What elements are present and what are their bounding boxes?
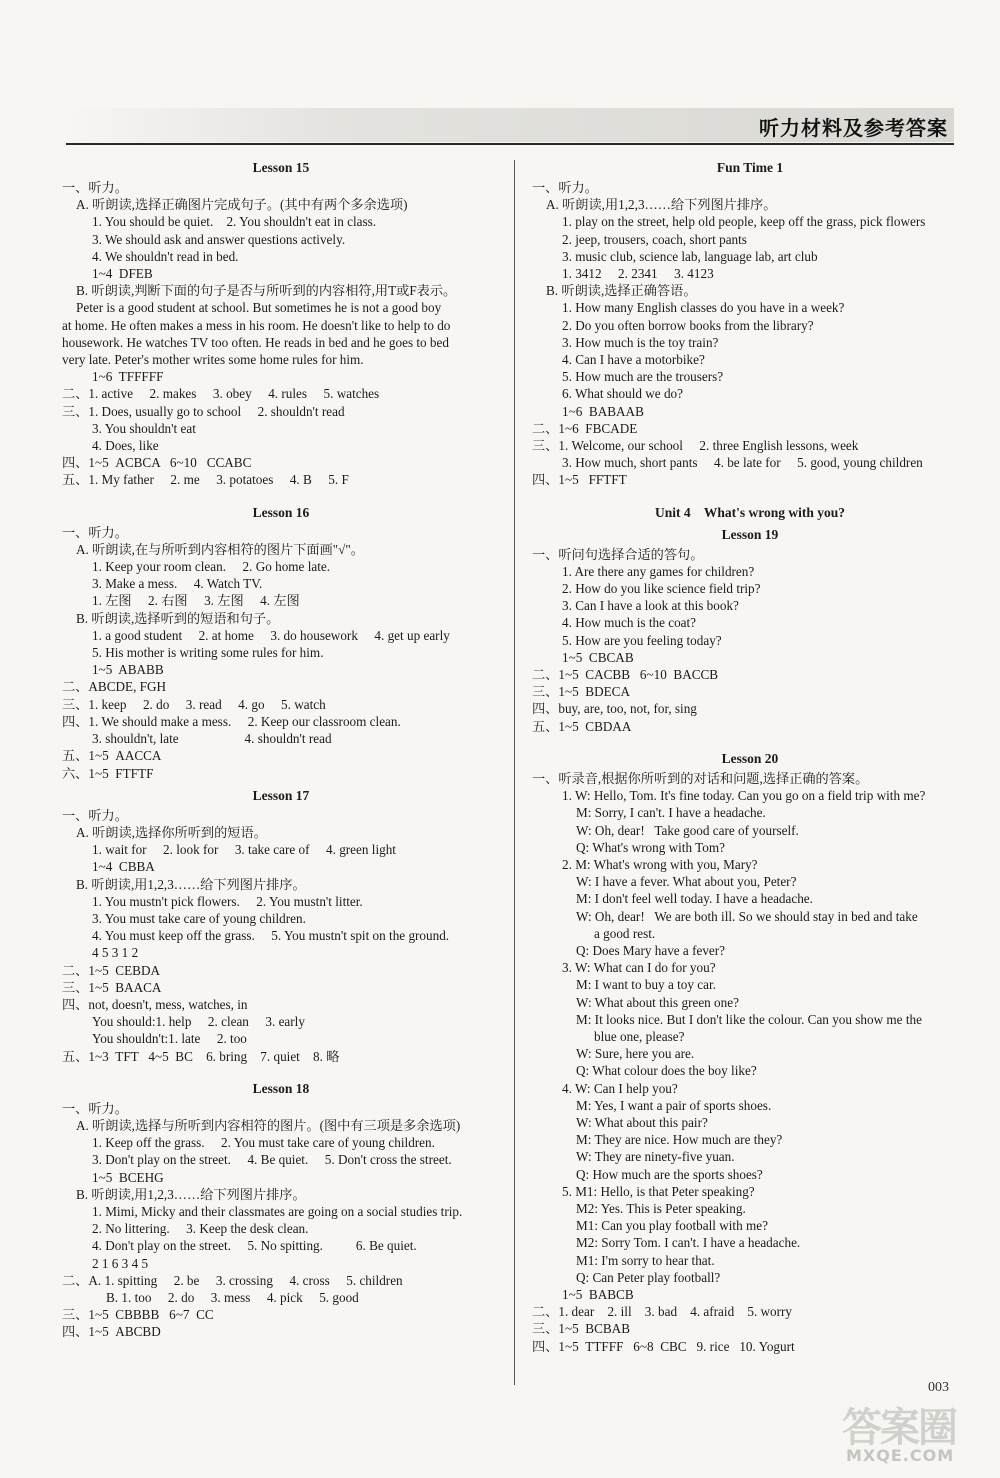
text-line: 3. You must take care of young children. bbox=[92, 910, 306, 926]
text-line: 5. How much are the trousers? bbox=[562, 369, 724, 385]
section-heading: Lesson 15 bbox=[252, 160, 310, 175]
text-line: 1~5 BABCB bbox=[562, 1286, 634, 1302]
text-line: 5. His mother is writing some rules for him. bbox=[92, 645, 324, 661]
text-line: B. 听朗读,判断下面的句子是否与所听到的内容相符,用T或F表示。 bbox=[76, 283, 457, 299]
section-heading: Fun Time 1 bbox=[716, 160, 784, 175]
text-line: 3. We should ask and answer questions actively. bbox=[92, 231, 346, 247]
text-line: Q: What colour does the boy like? bbox=[576, 1063, 757, 1079]
text-line: 二、1~6 FBCADE bbox=[532, 420, 638, 436]
page-header-title: 听力材料及参考答案 bbox=[759, 116, 948, 140]
text-line: 4. You must keep off the grass. 5. You mustn't spit on the ground. bbox=[92, 928, 450, 944]
column-divider bbox=[514, 160, 515, 1385]
text-line: 一、听力。 bbox=[62, 524, 128, 540]
text-line: W: Sure, here you are. bbox=[576, 1046, 695, 1062]
text-line: 二、1~5 CEBDA bbox=[62, 962, 160, 978]
text-line: 2 1 6 3 4 5 bbox=[92, 1255, 149, 1271]
text-line: 四、1~5 ABCBD bbox=[62, 1324, 161, 1340]
text-line: W: Oh, dear! We are both ill. So we should stay in bed and take bbox=[576, 908, 918, 924]
text-line: 3. Can I have a look at this book? bbox=[562, 598, 739, 614]
text-line: W: What about this pair? bbox=[576, 1114, 708, 1130]
text-line: M: It looks nice. But I don't like the colour. Can you show me the bbox=[576, 1011, 922, 1027]
text-line: 四、buy, are, too, not, for, sing bbox=[532, 701, 697, 717]
text-line: 2. jeep, trousers, coach, short pants bbox=[562, 231, 747, 247]
section-heading: Lesson 17 bbox=[252, 787, 310, 803]
watermark-site: MXQE.COM bbox=[846, 1446, 955, 1465]
text-line: 二、1. dear 2. ill 3. bad 4. afraid 5. worry bbox=[532, 1304, 793, 1320]
text-line: 四、not, doesn't, mess, watches, in bbox=[62, 996, 248, 1012]
text-line: 1. Mimi, Micky and their classmates are going on a social studies trip. bbox=[92, 1203, 463, 1219]
text-line: A. 听朗读,在与所听到内容相符的图片下面画"√"。 bbox=[76, 541, 364, 557]
section-heading: Lesson 18 bbox=[252, 1080, 310, 1096]
left-column bbox=[62, 160, 500, 1341]
text-line: 五、1. My father 2. me 3. potatoes 4. B 5. F bbox=[62, 472, 349, 488]
text-line: 三、1. keep 2. do 3. read 4. go 5. watch bbox=[62, 696, 326, 712]
text-line: W: Oh, dear! Take good care of yourself. bbox=[576, 822, 799, 838]
text-line: 五、1~5 AACCA bbox=[62, 748, 162, 764]
text-line: A. 听朗读,用1,2,3……给下列图片排序。 bbox=[546, 197, 777, 213]
text-line: B. 听朗读,用1,2,3……给下列图片排序。 bbox=[76, 1186, 306, 1202]
text-line: a good rest. bbox=[594, 925, 656, 941]
text-line: 4. W: Can I help you? bbox=[562, 1080, 678, 1096]
text-line: 3. Make a mess. 4. Watch TV. bbox=[92, 576, 263, 592]
text-line: 五、1~3 TFT 4~5 BC 6. bring 7. quiet 8. 略 bbox=[62, 1048, 340, 1064]
text-line: 1~5 CBCAB bbox=[562, 649, 634, 665]
text-line: Q: Does Mary have a fever? bbox=[576, 942, 726, 958]
text-line: housework. He watches TV too often. He reads in bed and he goes to bed bbox=[62, 334, 449, 350]
text-line: M: They are nice. How much are they? bbox=[576, 1132, 783, 1148]
text-line: 1~6 BABAAB bbox=[562, 403, 644, 419]
text-line: 1. You mustn't pick flowers. 2. You mustn't litter. bbox=[92, 893, 363, 909]
watermark-main: 答案圈 bbox=[842, 1405, 956, 1451]
text-line: 1. Keep your room clean. 2. Go home late. bbox=[92, 559, 331, 575]
text-line: M2: Sorry Tom. I can't. I have a headache. bbox=[576, 1235, 801, 1251]
text-line: 2. No littering. 3. Keep the desk clean. bbox=[92, 1221, 309, 1237]
text-line: 3. How much is the toy train? bbox=[562, 334, 719, 350]
text-line: B. 1. too 2. do 3. mess 4. pick 5. good bbox=[106, 1289, 359, 1305]
text-line: 1. How many English classes do you have in a week? bbox=[562, 300, 845, 316]
text-line: Q: What's wrong with Tom? bbox=[576, 839, 725, 855]
text-line: 六、1~5 FTFTF bbox=[62, 765, 154, 781]
text-line: 一、听录音,根据你所听到的对话和问题,选择正确的答案。 bbox=[532, 770, 869, 786]
text-line: You should:1. help 2. clean 3. early bbox=[92, 1014, 305, 1030]
text-line: Q: How much are the sports shoes? bbox=[576, 1166, 763, 1182]
text-line: 1. a good student 2. at home 3. do housework 4. get up early bbox=[92, 627, 450, 643]
text-line: 二、A. 1. spitting 2. be 3. crossing 4. cross 5. children bbox=[62, 1272, 403, 1288]
text-line: 1~6 TFFFFF bbox=[92, 369, 164, 385]
section-heading: Unit 4 What's wrong with you? bbox=[654, 504, 846, 520]
text-line: 三、1~5 BAACA bbox=[62, 979, 162, 995]
text-line: 2. Do you often borrow books from the library? bbox=[562, 317, 814, 333]
text-line: 四、1~5 TTFFF 6~8 CBC 9. rice 10. Yogurt bbox=[532, 1338, 795, 1354]
text-line: 2. How do you like science field trip? bbox=[562, 581, 761, 597]
text-line: 四、1~5 FFTFT bbox=[532, 472, 627, 488]
text-line: 6. What should we do? bbox=[562, 386, 683, 402]
text-line: B. 听朗读,用1,2,3……给下列图片排序。 bbox=[76, 876, 306, 892]
text-line: 一、听力。 bbox=[62, 180, 128, 195]
text-line: 1. 3412 2. 2341 3. 4123 bbox=[562, 266, 714, 282]
text-line: 1~5 BCEHG bbox=[92, 1169, 164, 1185]
text-line: at home. He often makes a mess in his room. He doesn't like to help to do bbox=[62, 317, 451, 333]
text-line: 三、1~5 BDECA bbox=[532, 684, 630, 700]
text-line: 二、1~5 CACBB 6~10 BACCB bbox=[532, 667, 719, 683]
text-line: 1. play on the street, help old people, keep off the grass, pick flowers bbox=[562, 214, 926, 230]
text-line: 一、听力。 bbox=[532, 180, 598, 195]
text-line: M: Sorry, I can't. I have a headache. bbox=[576, 805, 766, 821]
text-line: 1. wait for 2. look for 3. take care of 4. green light bbox=[92, 842, 396, 858]
text-line: M: I want to buy a toy car. bbox=[576, 977, 716, 993]
text-line: M1: Can you play football with me? bbox=[576, 1218, 768, 1234]
text-line: B. 听朗读,选择听到的短语和句子。 bbox=[76, 610, 280, 626]
text-line: W: What about this green one? bbox=[576, 994, 739, 1010]
text-line: 1~4 CBBA bbox=[92, 859, 155, 875]
text-line: 1. W: Hello, Tom. It's fine today. Can you go on a field trip with me? bbox=[562, 788, 926, 804]
text-line: 三、1~5 CBBBB 6~7 CC bbox=[62, 1307, 214, 1323]
text-line: Peter is a good student at school. But sometimes he is not a good boy bbox=[76, 300, 442, 316]
text-line: 三、1~5 BCBAB bbox=[532, 1321, 630, 1337]
page-number: 003 bbox=[928, 1380, 949, 1395]
text-line: W: I have a fever. What about you, Peter? bbox=[576, 874, 797, 890]
text-line: 4 5 3 1 2 bbox=[92, 945, 139, 961]
text-line: M: I don't feel well today. I have a headache. bbox=[576, 891, 813, 907]
header-rule bbox=[66, 143, 954, 145]
text-line: 1. Are there any games for children? bbox=[562, 563, 755, 579]
text-line: 4. We shouldn't read in bed. bbox=[92, 248, 239, 264]
text-line: B. 听朗读,选择正确答语。 bbox=[546, 283, 697, 299]
text-line: A. 听朗读,选择与所听到内容相符的图片。(图中有三项是多余选项) bbox=[76, 1117, 461, 1133]
text-line: You shouldn't:1. late 2. too bbox=[92, 1031, 247, 1047]
text-line: 四、1. We should make a mess. 2. Keep our classroom clean. bbox=[62, 713, 401, 729]
text-line: 一、听力。 bbox=[62, 807, 128, 823]
text-line: 1. You should be quiet. 2. You shouldn't eat in class. bbox=[92, 214, 377, 230]
text-line: 3. W: What can I do for you? bbox=[562, 960, 716, 976]
text-line: 3. shouldn't, late 4. shouldn't read bbox=[92, 731, 332, 747]
text-line: 4. How much is the coat? bbox=[562, 615, 697, 631]
section-heading: Lesson 19 bbox=[721, 526, 779, 542]
text-line: 3. Don't play on the street. 4. Be quiet. 5. Don't cross the street. bbox=[92, 1152, 452, 1168]
text-line: 三、1. Welcome, our school 2. three English lessons, week bbox=[532, 438, 859, 454]
section-heading: Lesson 20 bbox=[721, 750, 779, 766]
text-line: 一、听问句选择合适的答句。 bbox=[532, 546, 704, 562]
text-line: 1. Keep off the grass. 2. You must take care of young children. bbox=[92, 1135, 435, 1151]
text-line: M2: Yes. This is Peter speaking. bbox=[576, 1200, 746, 1216]
text-line: 4. Can I have a motorbike? bbox=[562, 352, 705, 368]
text-line: 五、1~5 CBDAA bbox=[532, 718, 632, 734]
text-line: 1~4 DFEB bbox=[92, 266, 153, 282]
watermark-logo bbox=[832, 1396, 982, 1466]
text-line: 1. 左图 2. 右图 3. 左图 4. 左图 bbox=[92, 593, 300, 609]
text-line: 二、ABCDE, FGH bbox=[62, 679, 167, 695]
text-line: 5. How are you feeling today? bbox=[562, 632, 722, 648]
text-line: 四、1~5 ACBCA 6~10 CCABC bbox=[62, 455, 252, 471]
text-line: A. 听朗读,选择你所听到的短语。 bbox=[76, 824, 267, 840]
text-line: 4. Don't play on the street. 5. No spitting. 6. Be quiet. bbox=[92, 1238, 417, 1254]
text-line: 1~5 ABABB bbox=[92, 662, 164, 678]
text-line: 4. Does, like bbox=[92, 438, 159, 454]
text-line: M1: I'm sorry to hear that. bbox=[576, 1252, 715, 1268]
text-line: blue one, please? bbox=[594, 1028, 685, 1044]
text-line: W: They are ninety-five yuan. bbox=[576, 1149, 735, 1165]
text-line: Q: Can Peter play football? bbox=[576, 1269, 721, 1285]
text-line: 5. M1: Hello, is that Peter speaking? bbox=[562, 1183, 755, 1199]
right-column bbox=[532, 160, 968, 1355]
section-heading: Lesson 16 bbox=[252, 504, 310, 520]
text-line: 二、1. active 2. makes 3. obey 4. rules 5. watches bbox=[62, 386, 380, 402]
text-line: M: Yes, I want a pair of sports shoes. bbox=[576, 1097, 772, 1113]
text-line: 3. You shouldn't eat bbox=[92, 420, 196, 436]
text-line: A. 听朗读,选择正确图片完成句子。(其中有两个多余选项) bbox=[76, 197, 408, 213]
text-line: 2. M: What's wrong with you, Mary? bbox=[562, 856, 758, 872]
text-line: 3. How much, short pants 4. be late for 5. good, young children bbox=[562, 455, 923, 471]
text-line: very late. Peter's mother writes some home rules for him. bbox=[62, 352, 364, 368]
text-line: 3. music club, science lab, language lab, art club bbox=[562, 248, 818, 264]
text-line: 三、1. Does, usually go to school 2. shouldn't read bbox=[62, 403, 345, 419]
text-line: 一、听力。 bbox=[62, 1100, 128, 1116]
